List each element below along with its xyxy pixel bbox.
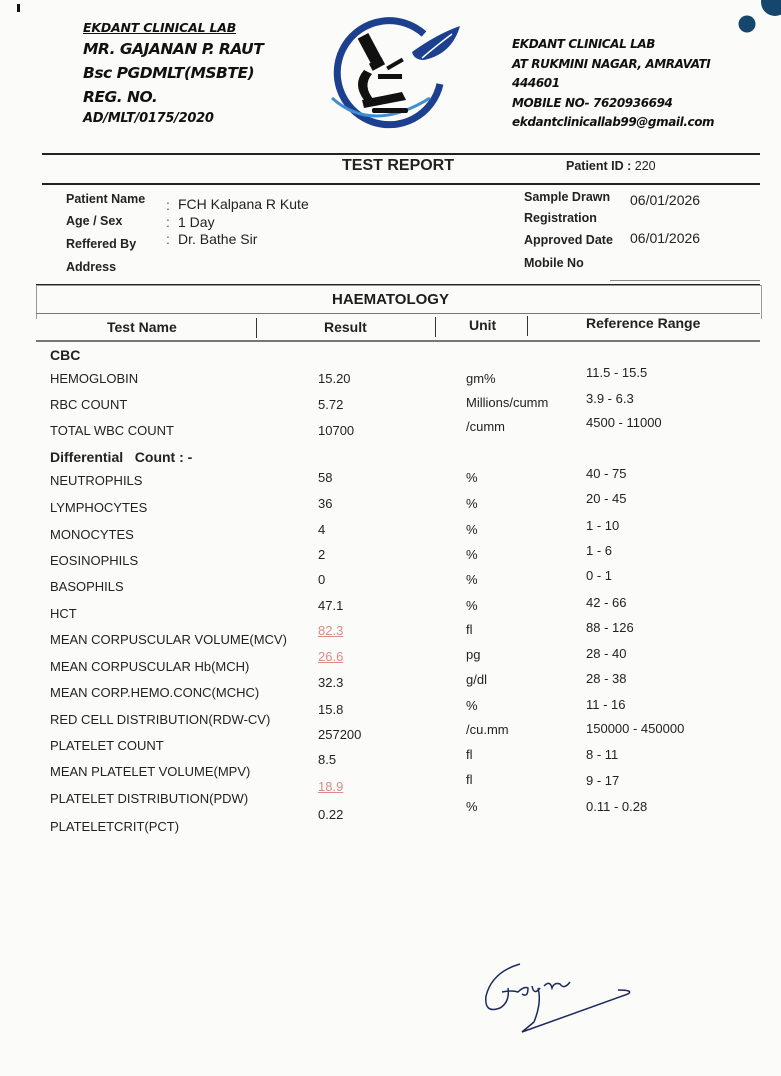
approved-date-label: Approved Date bbox=[524, 233, 613, 247]
test-result: 36 bbox=[318, 496, 333, 511]
group-differential: Differential Count : - bbox=[50, 449, 193, 465]
col-unit: Unit bbox=[469, 317, 497, 333]
test-reference-range: 11 - 16 bbox=[586, 697, 626, 712]
test-result: 10700 bbox=[318, 423, 355, 438]
age-sex: 1 Day bbox=[178, 214, 215, 230]
test-unit: % bbox=[466, 799, 478, 814]
sample-drawn-date: 06/01/2026 bbox=[630, 192, 701, 208]
sample-drawn-label: Sample Drawn bbox=[524, 190, 611, 204]
test-name: MEAN CORPUSCULAR Hb(MCH) bbox=[50, 659, 250, 674]
test-result: 47.1 bbox=[318, 598, 344, 613]
test-reference-range: 1 - 6 bbox=[586, 543, 613, 558]
test-result: 32.3 bbox=[318, 675, 344, 690]
test-result: 58 bbox=[318, 470, 333, 485]
referred-by-label: Reffered By bbox=[66, 237, 137, 251]
divider-info bbox=[610, 280, 760, 281]
divider-top bbox=[42, 153, 760, 155]
test-unit: % bbox=[466, 470, 478, 485]
test-result: 15.20 bbox=[318, 371, 351, 386]
test-result-flagged: 82.3 bbox=[318, 623, 344, 638]
lab-header-left bbox=[83, 20, 263, 126]
scan-mark bbox=[17, 4, 20, 12]
test-unit: g/dl bbox=[466, 672, 487, 687]
test-name: PLATELETCRIT(PCT) bbox=[50, 819, 180, 834]
patient-name: FCH Kalpana R Kute bbox=[178, 196, 309, 212]
group-cbc: CBC bbox=[50, 347, 81, 363]
col-separator bbox=[435, 317, 436, 337]
lab-name: EKDANT CLINICAL LAB bbox=[83, 20, 237, 35]
divider-bottom bbox=[42, 183, 760, 185]
test-name: MEAN CORPUSCULAR VOLUME(MCV) bbox=[50, 632, 287, 647]
patient-name-label: Patient Name bbox=[66, 192, 146, 206]
test-unit: fl bbox=[466, 622, 473, 637]
test-unit: % bbox=[466, 522, 478, 537]
signature bbox=[478, 958, 638, 1034]
test-unit: % bbox=[466, 496, 478, 511]
test-unit: % bbox=[466, 547, 478, 562]
report-title: TEST REPORT bbox=[342, 157, 455, 174]
test-result: 8.5 bbox=[318, 752, 337, 767]
technician-name: MR. GAJANAN P. RAUT bbox=[83, 40, 264, 58]
test-reference-range: 4500 - 11000 bbox=[586, 415, 662, 430]
colon: : bbox=[166, 231, 170, 247]
test-reference-range: 8 - 11 bbox=[586, 747, 619, 762]
test-result: 4 bbox=[318, 522, 326, 537]
test-reference-range: 1 - 10 bbox=[586, 518, 620, 533]
patient-id: Patient ID : 220 bbox=[566, 159, 656, 173]
test-reference-range: 3.9 - 6.3 bbox=[586, 391, 634, 406]
age-sex-label: Age / Sex bbox=[66, 214, 123, 228]
test-name: MEAN CORP.HEMO.CONC(MCHC) bbox=[50, 685, 260, 700]
test-unit: pg bbox=[466, 647, 481, 662]
contact-email: ekdantclinicallab99@gmail.com bbox=[512, 115, 715, 129]
test-name: TOTAL WBC COUNT bbox=[50, 423, 174, 438]
mobile-no-label: Mobile No bbox=[524, 256, 584, 270]
contact-pincode: 444601 bbox=[512, 76, 560, 90]
test-name: LYMPHOCYTES bbox=[50, 500, 148, 515]
test-result: 0.22 bbox=[318, 807, 344, 822]
col-separator bbox=[527, 316, 528, 336]
test-reference-range: 42 - 66 bbox=[586, 595, 627, 610]
test-reference-range: 0.11 - 0.28 bbox=[586, 799, 648, 814]
test-reference-range: 28 - 40 bbox=[586, 646, 627, 661]
test-reference-range: 150000 - 450000 bbox=[586, 721, 685, 736]
test-reference-range: 88 - 126 bbox=[586, 620, 634, 635]
colon: : bbox=[166, 214, 170, 230]
reg-number: AD/MLT/0175/2020 bbox=[83, 111, 214, 126]
test-name: RED CELL DISTRIBUTION(RDW-CV) bbox=[50, 712, 271, 727]
test-unit: % bbox=[466, 572, 478, 587]
decorative-circles-icon bbox=[730, 0, 781, 40]
contact-lab-name: EKDANT CLINICAL LAB bbox=[512, 37, 655, 51]
lab-contact bbox=[512, 35, 714, 133]
test-reference-range: 28 - 38 bbox=[586, 671, 627, 686]
test-reference-range: 40 - 75 bbox=[586, 466, 627, 481]
test-reference-range: 11.5 - 15.5 bbox=[586, 365, 648, 380]
microscope-logo-icon bbox=[312, 12, 462, 130]
section-title: HAEMATOLOGY bbox=[332, 291, 449, 308]
qualification: Bsc PGDMLT(MSBTE) bbox=[83, 64, 255, 82]
test-result: 257200 bbox=[318, 727, 362, 742]
test-name: HCT bbox=[50, 606, 77, 621]
approved-date: 06/01/2026 bbox=[630, 230, 701, 246]
test-name: MONOCYTES bbox=[50, 527, 134, 542]
contact-mobile: MOBILE NO- 7620936694 bbox=[512, 95, 673, 110]
registration-label: Registration bbox=[524, 211, 597, 225]
divider-header bbox=[36, 313, 760, 314]
test-name: NEUTROPHILS bbox=[50, 473, 143, 488]
test-name: MEAN PLATELET VOLUME(MPV) bbox=[50, 764, 251, 779]
col-test-name: Test Name bbox=[107, 319, 177, 335]
test-name: BASOPHILS bbox=[50, 579, 124, 594]
address-label: Address bbox=[66, 260, 117, 274]
reg-label: REG. NO. bbox=[83, 88, 158, 106]
test-name: PLATELET COUNT bbox=[50, 738, 164, 753]
referred-by: Dr. Bathe Sir bbox=[178, 231, 258, 247]
contact-address: AT RUKMINI NAGAR, AMRAVATI bbox=[512, 56, 711, 71]
test-result: 2 bbox=[318, 547, 326, 562]
test-unit: /cumm bbox=[466, 419, 505, 434]
test-reference-range: 0 - 1 bbox=[586, 568, 613, 583]
test-unit: /cu.mm bbox=[466, 722, 509, 737]
col-result: Result bbox=[324, 319, 367, 335]
test-result: 15.8 bbox=[318, 702, 344, 717]
col-separator bbox=[256, 318, 257, 338]
test-unit: % bbox=[466, 698, 478, 713]
test-unit: gm% bbox=[466, 371, 496, 386]
test-reference-range: 20 - 45 bbox=[586, 491, 627, 506]
colon: : bbox=[166, 197, 170, 213]
test-unit: Millions/cumm bbox=[466, 395, 549, 410]
test-unit: % bbox=[466, 598, 478, 613]
test-name: PLATELET DISTRIBUTION(PDW) bbox=[50, 791, 249, 806]
test-result: 0 bbox=[318, 572, 326, 587]
patient-id-label: Patient ID bbox=[566, 159, 624, 173]
test-unit: fl bbox=[466, 772, 473, 787]
test-result-flagged: 26.6 bbox=[318, 649, 344, 664]
test-reference-range: 9 - 17 bbox=[586, 773, 620, 788]
divider-columns bbox=[36, 340, 760, 342]
test-name: HEMOGLOBIN bbox=[50, 371, 139, 386]
test-unit: fl bbox=[466, 747, 473, 762]
test-result-flagged: 18.9 bbox=[318, 779, 344, 794]
patient-id-value: 220 bbox=[634, 159, 656, 173]
test-name: EOSINOPHILS bbox=[50, 553, 139, 568]
test-name: RBC COUNT bbox=[50, 397, 128, 412]
col-reference-range: Reference Range bbox=[586, 315, 701, 331]
test-result: 5.72 bbox=[318, 397, 344, 412]
